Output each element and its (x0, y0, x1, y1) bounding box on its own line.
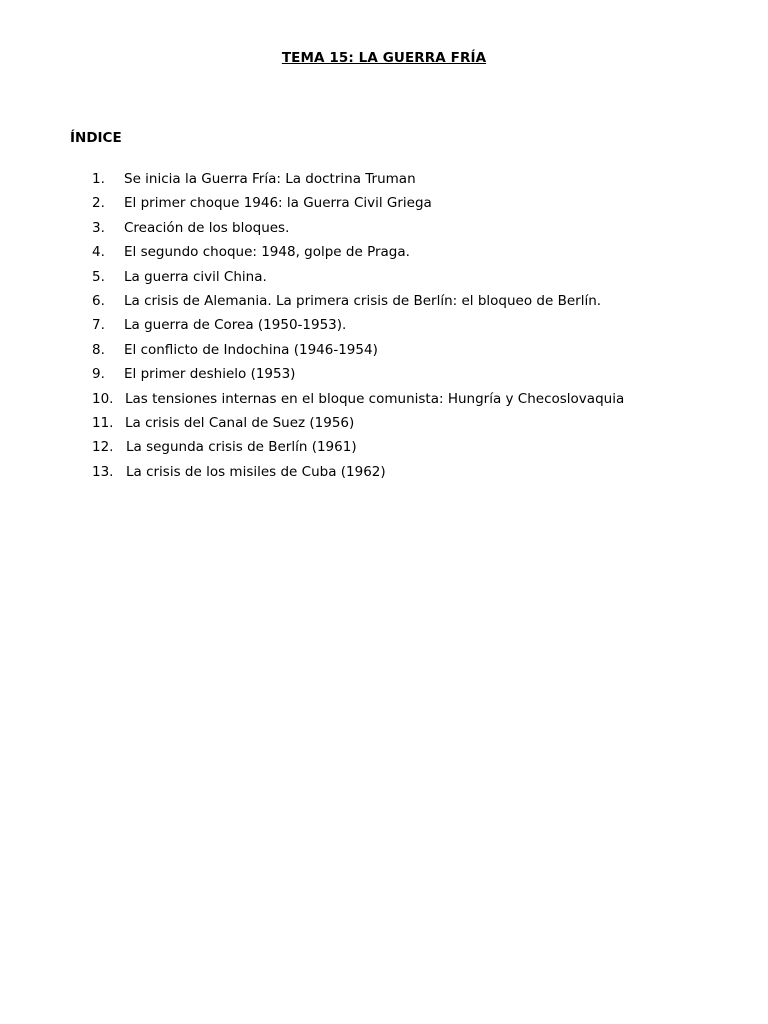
index-item-number: 13. (92, 463, 114, 480)
index-item-text: La guerra de Corea (1950-1953). (124, 317, 347, 334)
index-item-text: La guerra civil China. (124, 268, 267, 285)
index-item-text: Las tensiones internas en el bloque comunista: Hungría y Checoslovaquia (125, 390, 625, 407)
index-item (92, 193, 624, 217)
index-item (92, 413, 624, 437)
index-item (92, 315, 624, 339)
index-item-number: 9. (92, 366, 105, 383)
index-item-number: 2. (92, 195, 105, 212)
index-item (92, 340, 624, 364)
index-item-number: 11. (92, 414, 114, 431)
index-item-number: 10. (92, 390, 114, 407)
index-item (92, 242, 624, 266)
index-item (92, 437, 624, 461)
document-title: TEMA 15: LA GUERRA FRÍA (281, 50, 487, 66)
index-item-text: La segunda crisis de Berlín (1961) (126, 439, 357, 456)
index-item (92, 364, 624, 388)
index-item-number: 6. (92, 292, 105, 309)
index-item (92, 267, 624, 291)
index-item-text: La crisis de Alemania. La primera crisis de Berlín: el bloqueo de Berlín. (124, 292, 602, 309)
index-item-text: El segundo choque: 1948, golpe de Praga. (124, 244, 410, 261)
index-item (92, 389, 624, 413)
index-item-text: El primer deshielo (1953) (124, 366, 296, 383)
index-item-number: 3. (92, 219, 105, 236)
index-item (92, 218, 624, 242)
index-item-number: 1. (92, 171, 105, 187)
index-item-number: 4. (92, 244, 105, 261)
index-list (92, 169, 624, 486)
index-heading: ÍNDICE (70, 130, 122, 146)
index-item-number: 5. (92, 268, 105, 285)
index-item-text: El conflicto de Indochina (1946-1954) (124, 341, 378, 358)
index-item-text: Se inicia la Guerra Fría: La doctrina Truman (124, 171, 416, 187)
index-item-text: Creación de los bloques. (124, 219, 290, 236)
index-item-number: 7. (92, 317, 105, 334)
index-item-text: La crisis del Canal de Suez (1956) (125, 414, 355, 431)
index-item-number: 8. (92, 341, 105, 358)
index-item (92, 462, 624, 486)
index-item (92, 291, 624, 315)
index-item-text: La crisis de los misiles de Cuba (1962) (126, 463, 386, 480)
index-item-text: El primer choque 1946: la Guerra Civil Griega (124, 195, 432, 212)
index-item-number: 12. (92, 439, 114, 456)
index-item (92, 169, 624, 193)
